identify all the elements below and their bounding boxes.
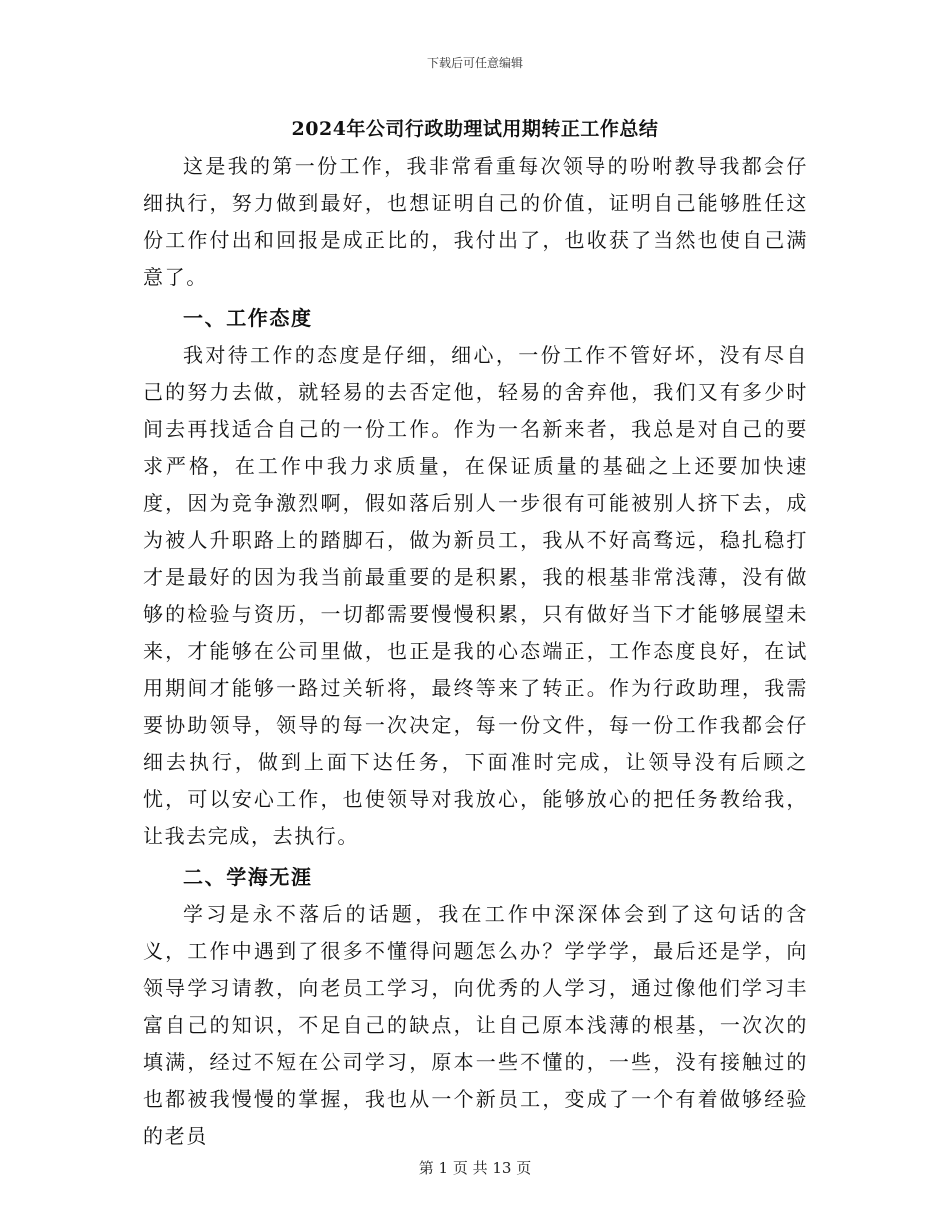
section-heading-learning: 二、学海无涯 — [183, 865, 313, 889]
intro-paragraph: 这是我的第一份工作，我非常看重每次领导的吩咐教导我都会仔细执行，努力做到最好，也想证明自己的价值，证明自己能够胜任这份工作付出和回报是成正比的，我付出了，也收获了当然也使自己满意了。 — [143, 154, 808, 289]
document-title: 2024年公司行政助理试用期转正工作总结 — [291, 118, 659, 140]
document-body — [143, 148, 808, 1155]
section-paragraph-learning: 学习是永不落后的话题，我在工作中深深体会到了这句话的含义，工作中遇到了很多不懂得问题怎么办？学学学，最后还是学，向领导学习请教，向老员工学习，向优秀的人学习，通过像他们学习丰富自己的知识，不足自己的缺点，让自己原本浅薄的根基，一次次的填满，经过不短在公司学习，原本一些不懂的，一些，没有接触过的也都被我慢慢的掌握，我也从一个新员工，变成了一个有着做够经验的老员 — [143, 902, 808, 1148]
page-number: 第 1 页 共 13 页 — [418, 1159, 532, 1177]
section-heading-work-attitude: 一、工作态度 — [183, 306, 313, 330]
header-note: 下载后可任意编辑 — [426, 56, 523, 70]
section-paragraph-work-attitude: 我对待工作的态度是仔细，细心，一份工作不管好坏，没有尽自己的努力去做，就轻易的去否定他，轻易的舍弃他，我们又有多少时间去再找适合自己的一份工作。作为一名新来者，我总是对自己的要求严格，在工作中我力求质量，在保证质量的基础之上还要加快速度，因为竞争激烈啊，假如落后别人一步很有可能被别人挤下去，成为被人升职路上的踏脚石，做为新员工，我从不好高骛远，稳扎稳打才是最好的因为我当前最重要的是积累，我的根基非常浅薄，没有做够的检验与资历，一切都需要慢慢积累，只有做好当下才能够展望未来，才能够在公司里做，也正是我的心态端正，工作态度良好，在试用期间才能够一路过关斩将，最终等来了转正。作为行政助理，我需要协助领导，领导的每一次决定，每一份文件，每一份工作我都会仔细去执行，做到上面下达任务，下面准时完成，让领导没有后顾之忧，可以安心工作，也使领导对我放心，能够放心的把任务教给我，让我去完成，去执行。 — [143, 343, 808, 848]
